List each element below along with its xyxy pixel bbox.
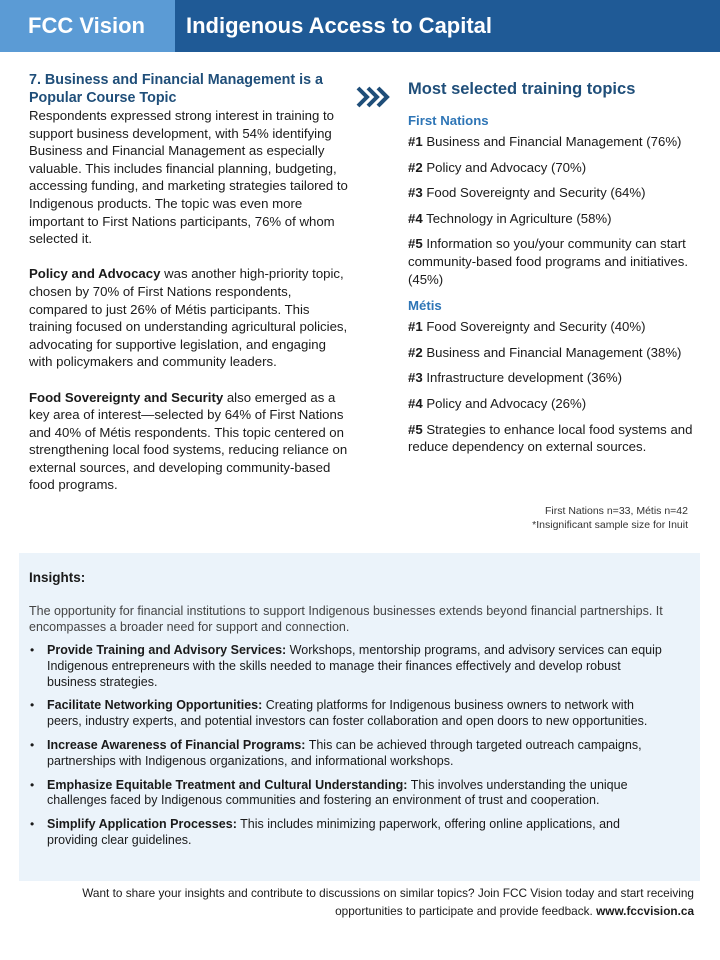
topic-rank: #2 — [408, 159, 423, 175]
insight-lead: Facilitate Networking Opportunities: — [47, 698, 263, 713]
topic-rank: #3 — [408, 370, 423, 386]
inuit-note-text: *Insignificant sample size for Inuit — [532, 519, 688, 531]
insights-title: Insights: — [29, 570, 86, 585]
list-item — [408, 210, 700, 228]
topic-text: Business and Financial Management (38%) — [422, 344, 682, 360]
paragraph-food-lead: Food Sovereignty and Security — [29, 389, 224, 405]
insights-box — [19, 553, 700, 881]
topic-text: Policy and Advocacy (70%) — [422, 159, 587, 175]
insight-lead: Provide Training and Advisory Services: — [47, 643, 287, 657]
topic-rank: #4 — [408, 210, 423, 226]
paragraph-food — [29, 389, 351, 495]
topic-rank: #4 — [408, 395, 423, 411]
list-item — [408, 133, 700, 151]
metis-list — [408, 318, 700, 456]
topic-text: Strategies to enhance local food systems and reduce dependency on external sources. — [408, 421, 693, 455]
insight-text: This involves understanding the unique challenges faced by Indigenous communities and fostering an environment of trust and cooperation. — [47, 777, 628, 808]
bullet-icon: • — [30, 817, 35, 832]
training-topics-panel — [408, 79, 700, 464]
paragraph-policy — [29, 265, 351, 371]
insight-text: This can be achieved through targeted outreach campaigns, partnerships with Indigenous organizations, and informational workshops. — [47, 737, 642, 768]
footer-cta — [54, 885, 694, 920]
list-item — [408, 344, 700, 362]
topic-text: Food Sovereignty and Security (40%) — [422, 319, 646, 335]
topic-text: Technology in Agriculture (58%) — [422, 210, 612, 226]
paragraph-business: Respondents expressed strong interest in training to support business development, with 54% identifying Business and Financial Management as especially valuable. This includes financial planning, budgeting, accessing funding, and marketing strategies tailored to Indigenous products. The topic was even more important to First Nations participants, 76% of whom selected it. — [29, 108, 348, 247]
insight-lead: Increase Awareness of Financial Programs: — [47, 737, 306, 752]
footer-link[interactable]: www.fccvision.ca — [596, 903, 694, 918]
sample-size-text: First Nations n=33, Métis n=42 — [545, 505, 688, 517]
section-heading: 7. Business and Financial Management is a Popular Course Topic — [29, 72, 323, 106]
bullet-icon: • — [30, 698, 35, 713]
metis-label: Métis — [408, 298, 442, 314]
list-item — [408, 184, 700, 202]
insights-list — [29, 643, 670, 849]
topic-rank: #1 — [408, 134, 423, 149]
list-item — [29, 817, 670, 849]
footer-text: Want to share your insights and contribute to discussions on similar topics? Join FCC Vision today and start receiving opportunities to participate and provide feedback. — [82, 886, 694, 918]
page-header — [0, 0, 720, 52]
list-item — [408, 369, 700, 387]
list-item — [29, 738, 670, 770]
insight-text: Workshops, mentorship programs, and advisory services can equip Indigenous entrepreneurs with the skills needed to manage their finances effectively and develop robust business strategies. — [47, 643, 662, 689]
double-chevron-right-icon — [356, 86, 390, 108]
training-topics-title: Most selected training topics — [408, 80, 636, 98]
list-item — [29, 778, 670, 810]
list-item — [408, 235, 700, 288]
paragraph-food-body: also emerged as a key area of interest—selected by 64% of First Nations and 40% of Métis respondents. This topic centered on strengthening local food systems, reducing reliance on external sources, and developing community-based food programs. — [29, 389, 348, 493]
bullet-icon: • — [30, 777, 35, 792]
list-item — [408, 159, 700, 177]
topic-text: Information so you/your community can start community-based food programs and initiatives. (45%) — [408, 236, 689, 287]
list-item — [408, 395, 700, 413]
insight-lead: Emphasize Equitable Treatment and Cultural Understanding: — [47, 777, 408, 792]
first-nations-label: First Nations — [408, 113, 489, 128]
topic-rank: #5 — [408, 421, 423, 437]
topic-rank: #1 — [408, 319, 423, 335]
topic-text: Infrastructure development (36%) — [422, 370, 623, 386]
insights-intro: The opportunity for financial institutions to support Indigenous businesses extends beyond financial partnerships. It encompasses a broader need for support and connection. — [29, 604, 663, 634]
topic-text: Food Sovereignty and Security (64%) — [422, 185, 646, 201]
page-title: Indigenous Access to Capital — [175, 0, 720, 52]
list-item — [29, 698, 670, 730]
list-item — [408, 318, 700, 336]
first-nations-list — [408, 133, 700, 288]
left-column — [29, 71, 351, 494]
bullet-icon: • — [30, 643, 35, 657]
insight-text: This includes minimizing paperwork, offering online applications, and providing clear guidelines. — [47, 817, 620, 847]
list-item — [408, 421, 700, 456]
topic-rank: #3 — [408, 185, 423, 201]
sample-size-note — [532, 504, 688, 532]
insight-text: Creating platforms for Indigenous business owners to network with peers, industry experts, and potential investors can foster collaboration and open doors to new opportunities. — [47, 698, 648, 729]
topic-rank: #5 — [408, 236, 423, 252]
topic-text: Business and Financial Management (76%) — [422, 134, 682, 149]
list-item — [29, 643, 670, 690]
topic-text: Policy and Advocacy (26%) — [422, 395, 587, 411]
topic-rank: #2 — [408, 344, 423, 360]
insight-lead: Simplify Application Processes: — [47, 817, 237, 832]
paragraph-policy-lead: Policy and Advocacy — [29, 266, 161, 282]
bullet-icon: • — [30, 737, 35, 752]
brand-logo: FCC Vision — [0, 0, 175, 52]
paragraph-policy-body: was another high-priority topic, chosen by 70% of First Nations respondents, compared to just 26% of Métis participants. This training focused on understanding agricultural policies, advocating for supportive legislation, and engaging with policymakers and community leaders. — [29, 266, 348, 370]
